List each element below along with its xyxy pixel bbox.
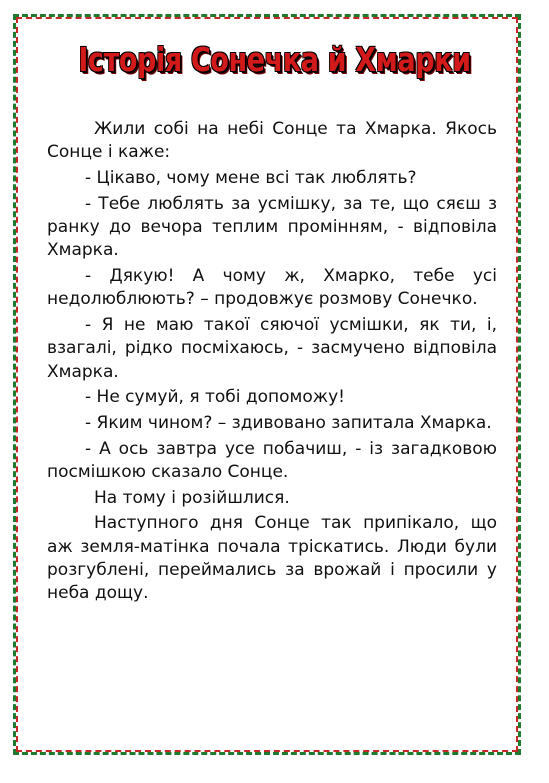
paragraph-dialog: - Цікаво, чому мене всі так люблять? (85, 168, 417, 188)
paragraph-dialog: - Дякую! А чому ж, Хмарко, тебе усі недолюблюють? – продовжує розмову Сонечко. (47, 266, 497, 310)
paragraph-narration: Наступного дня Сонце так припікало, що аж земля-матінка почала тріскатись. Люди були розгублені, переймались за врожай і просили у неба дощу. (47, 513, 497, 604)
paragraph-narration: На тому і розійшлися. (94, 487, 290, 508)
paragraph-intro: Жили собі на небі Сонце та Хмарка. Якось Сонце і каже: (47, 119, 497, 163)
paragraph-dialog: - Тебе люблять за усмішку, за те, що сяєш з ранку до вечора теплим промінням, - відповіла Хмарка. (47, 193, 497, 261)
paragraph-dialog: - Яким чином? – здивовано запитала Хмарка. (85, 413, 492, 433)
paragraph-dialog: - Не сумуй, я тобі допоможу! (85, 387, 345, 408)
story-body (47, 118, 497, 608)
paragraph-dialog: - А ось завтра усе побачиш, - із загадковою посмішкою сказало Сонце. (47, 438, 497, 482)
story-title: Історія Сонечка й Хмарки (78, 40, 471, 79)
paragraph-dialog: - Я не маю такої сяючої усмішки, як ти, і, взагалі, рідко посміхаюсь, - засмучено відповіла Хмарка. (47, 315, 497, 382)
